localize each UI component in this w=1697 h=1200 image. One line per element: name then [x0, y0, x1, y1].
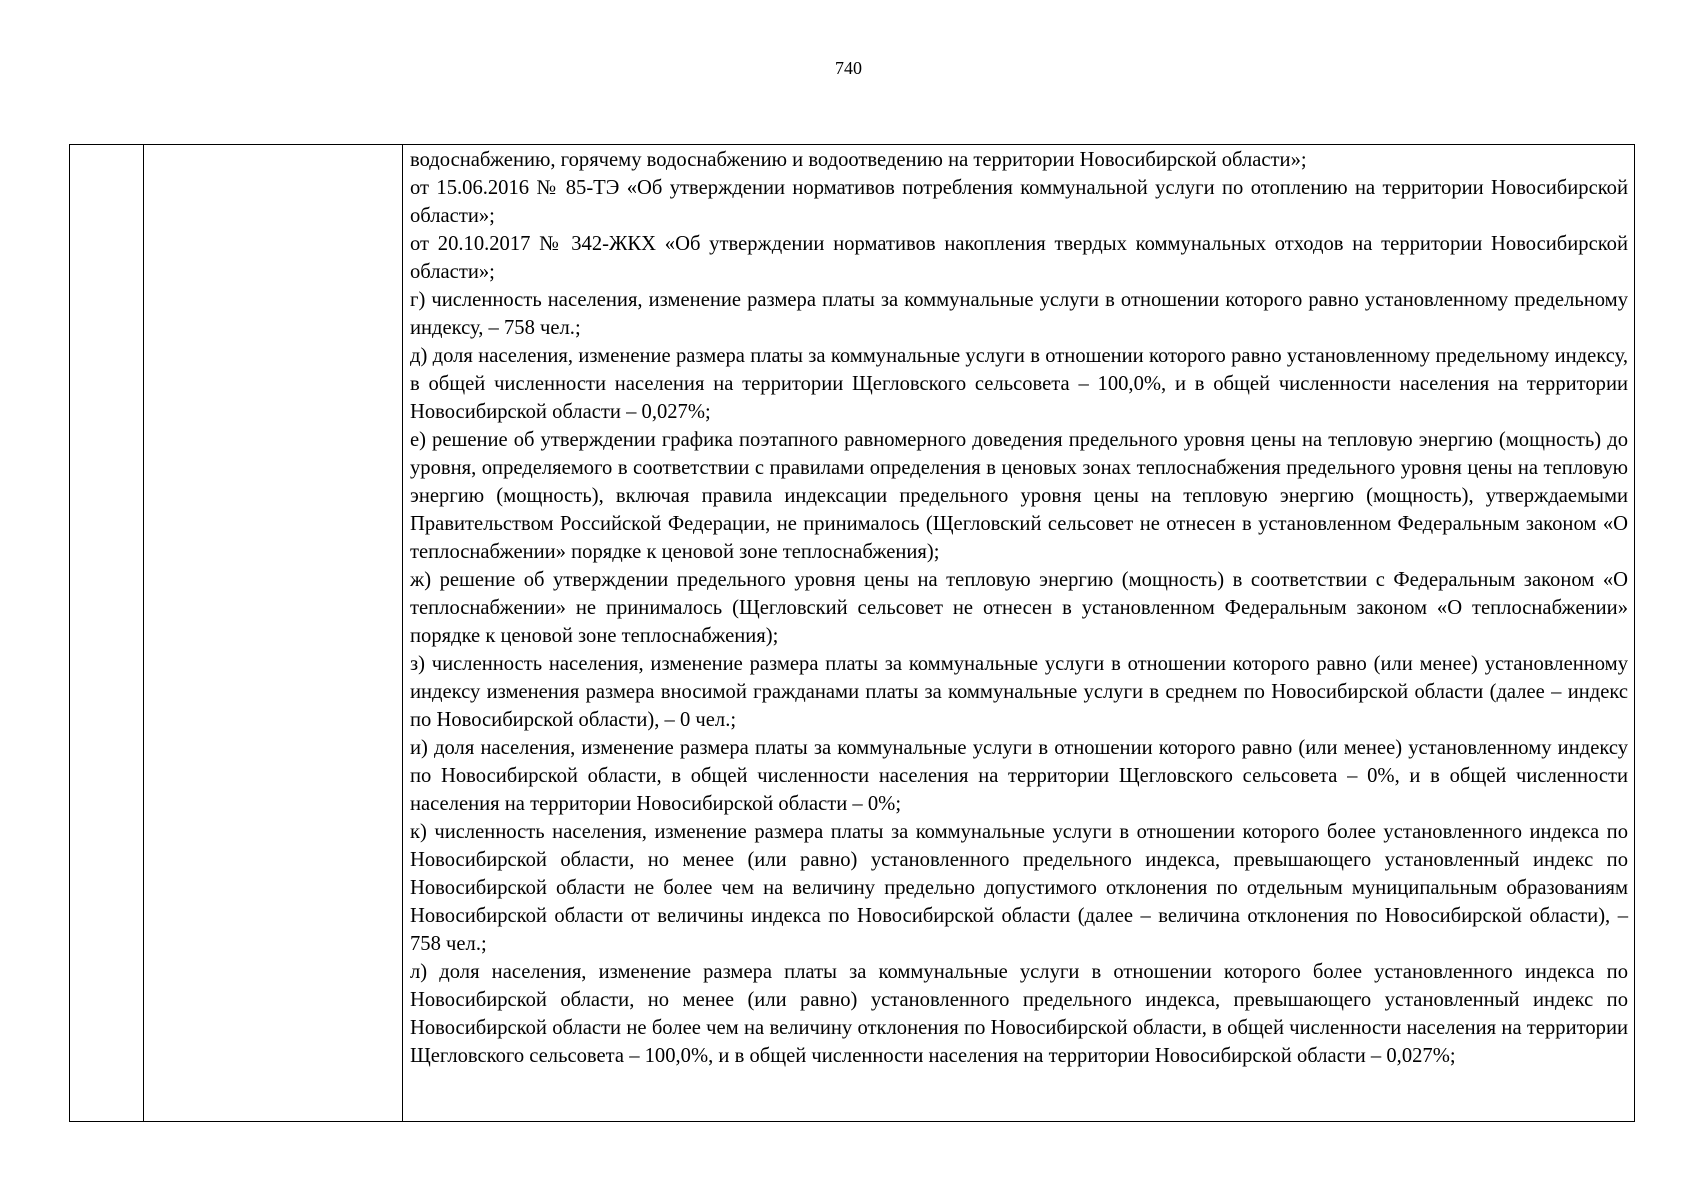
content-text [403, 145, 1634, 1070]
page-number: 740 [835, 58, 862, 78]
paragraph: д) доля населения, изменение размера платы за коммунальные услуги в отношении которого равно установленному предельному индексу, в общей численности населения на территории Щегловского сельсовета – 100,0%, и в общей численности населения на территории Новосибирской области – 0,027%; [410, 345, 1628, 423]
paragraph: и) доля населения, изменение размера платы за коммунальные услуги в отношении которого равно (или менее) установленному индексу по Новосибирской области, в общей численности населения на территории Щегловского сельсовета – 0%, и в общей численности населения на территории Новосибирской области – 0%; [410, 737, 1628, 815]
table-cell-number [70, 145, 144, 1122]
table-cell-content [403, 145, 1635, 1122]
paragraph: г) численность населения, изменение размера платы за коммунальные услуги в отношении которого равно установленному предельному индексу, – 758 чел.; [410, 289, 1628, 339]
paragraph: ж) решение об утверждении предельного уровня цены на тепловую энергию (мощность) в соответствии с Федеральным законом «О теплоснабжении» не принималось (Щегловский сельсовет не отнесен в установленном Федеральным законом «О теплоснабжении» порядке к ценовой зоне теплоснабжения); [410, 569, 1628, 647]
document-table [69, 144, 1635, 1122]
paragraph: от 15.06.2016 № 85-ТЭ «Об утверждении нормативов потребления коммунальной услуги по отоплению на территории Новосибирской области»; [410, 177, 1628, 227]
paragraph: з) численность населения, изменение размера платы за коммунальные услуги в отношении которого равно (или менее) установленному индексу изменения размера вносимой гражданами платы за коммунальные услуги в среднем по Новосибирской области (далее – индекс по Новосибирской области), – 0 чел.; [410, 653, 1628, 731]
paragraph: л) доля населения, изменение размера платы за коммунальные услуги в отношении которого более установленного индекса по Новосибирской области, но менее (или равно) установленного предельного индекса, превышающего установленный индекс по Новосибирской области не более чем на величину отклонения по Новосибирской области, в общей численности населения на территории Щегловского сельсовета – 100,0%, и в общей численности населения на территории Новосибирской области – 0,027%; [410, 961, 1628, 1067]
table-row [70, 145, 1635, 1122]
table-cell-name [144, 145, 403, 1122]
paragraph: е) решение об утверждении графика поэтапного равномерного доведения предельного уровня цены на тепловую энергию (мощность) до уровня, определяемого в соответствии с правилами определения в ценовых зонах теплоснабжения предельного уровня цены на тепловую энергию (мощность), включая правила индексации предельного уровня цены на тепловую энергию (мощность), утверждаемыми Правительством Российской Федерации, не принималось (Щегловский сельсовет не отнесен в установленном Федеральным законом «О теплоснабжении» порядке к ценовой зоне теплоснабжения); [410, 429, 1628, 563]
paragraph: от 20.10.2017 № 342-ЖКХ «Об утверждении нормативов накопления твердых коммунальных отходов на территории Новосибирской области»; [410, 233, 1628, 283]
paragraph: к) численность населения, изменение размера платы за коммунальные услуги в отношении которого более установленного индекса по Новосибирской области, но менее (или равно) установленного предельного индекса, превышающего установленный индекс по Новосибирской области не более чем на величину предельно допустимого отклонения по отдельным муниципальным образованиям Новосибирской области от величины индекса по Новосибирской области (далее – величина отклонения по Новосибирской области), – 758 чел.; [410, 821, 1628, 955]
paragraph: водоснабжению, горячему водоснабжению и водоотведению на территории Новосибирской области»; [410, 149, 1307, 171]
